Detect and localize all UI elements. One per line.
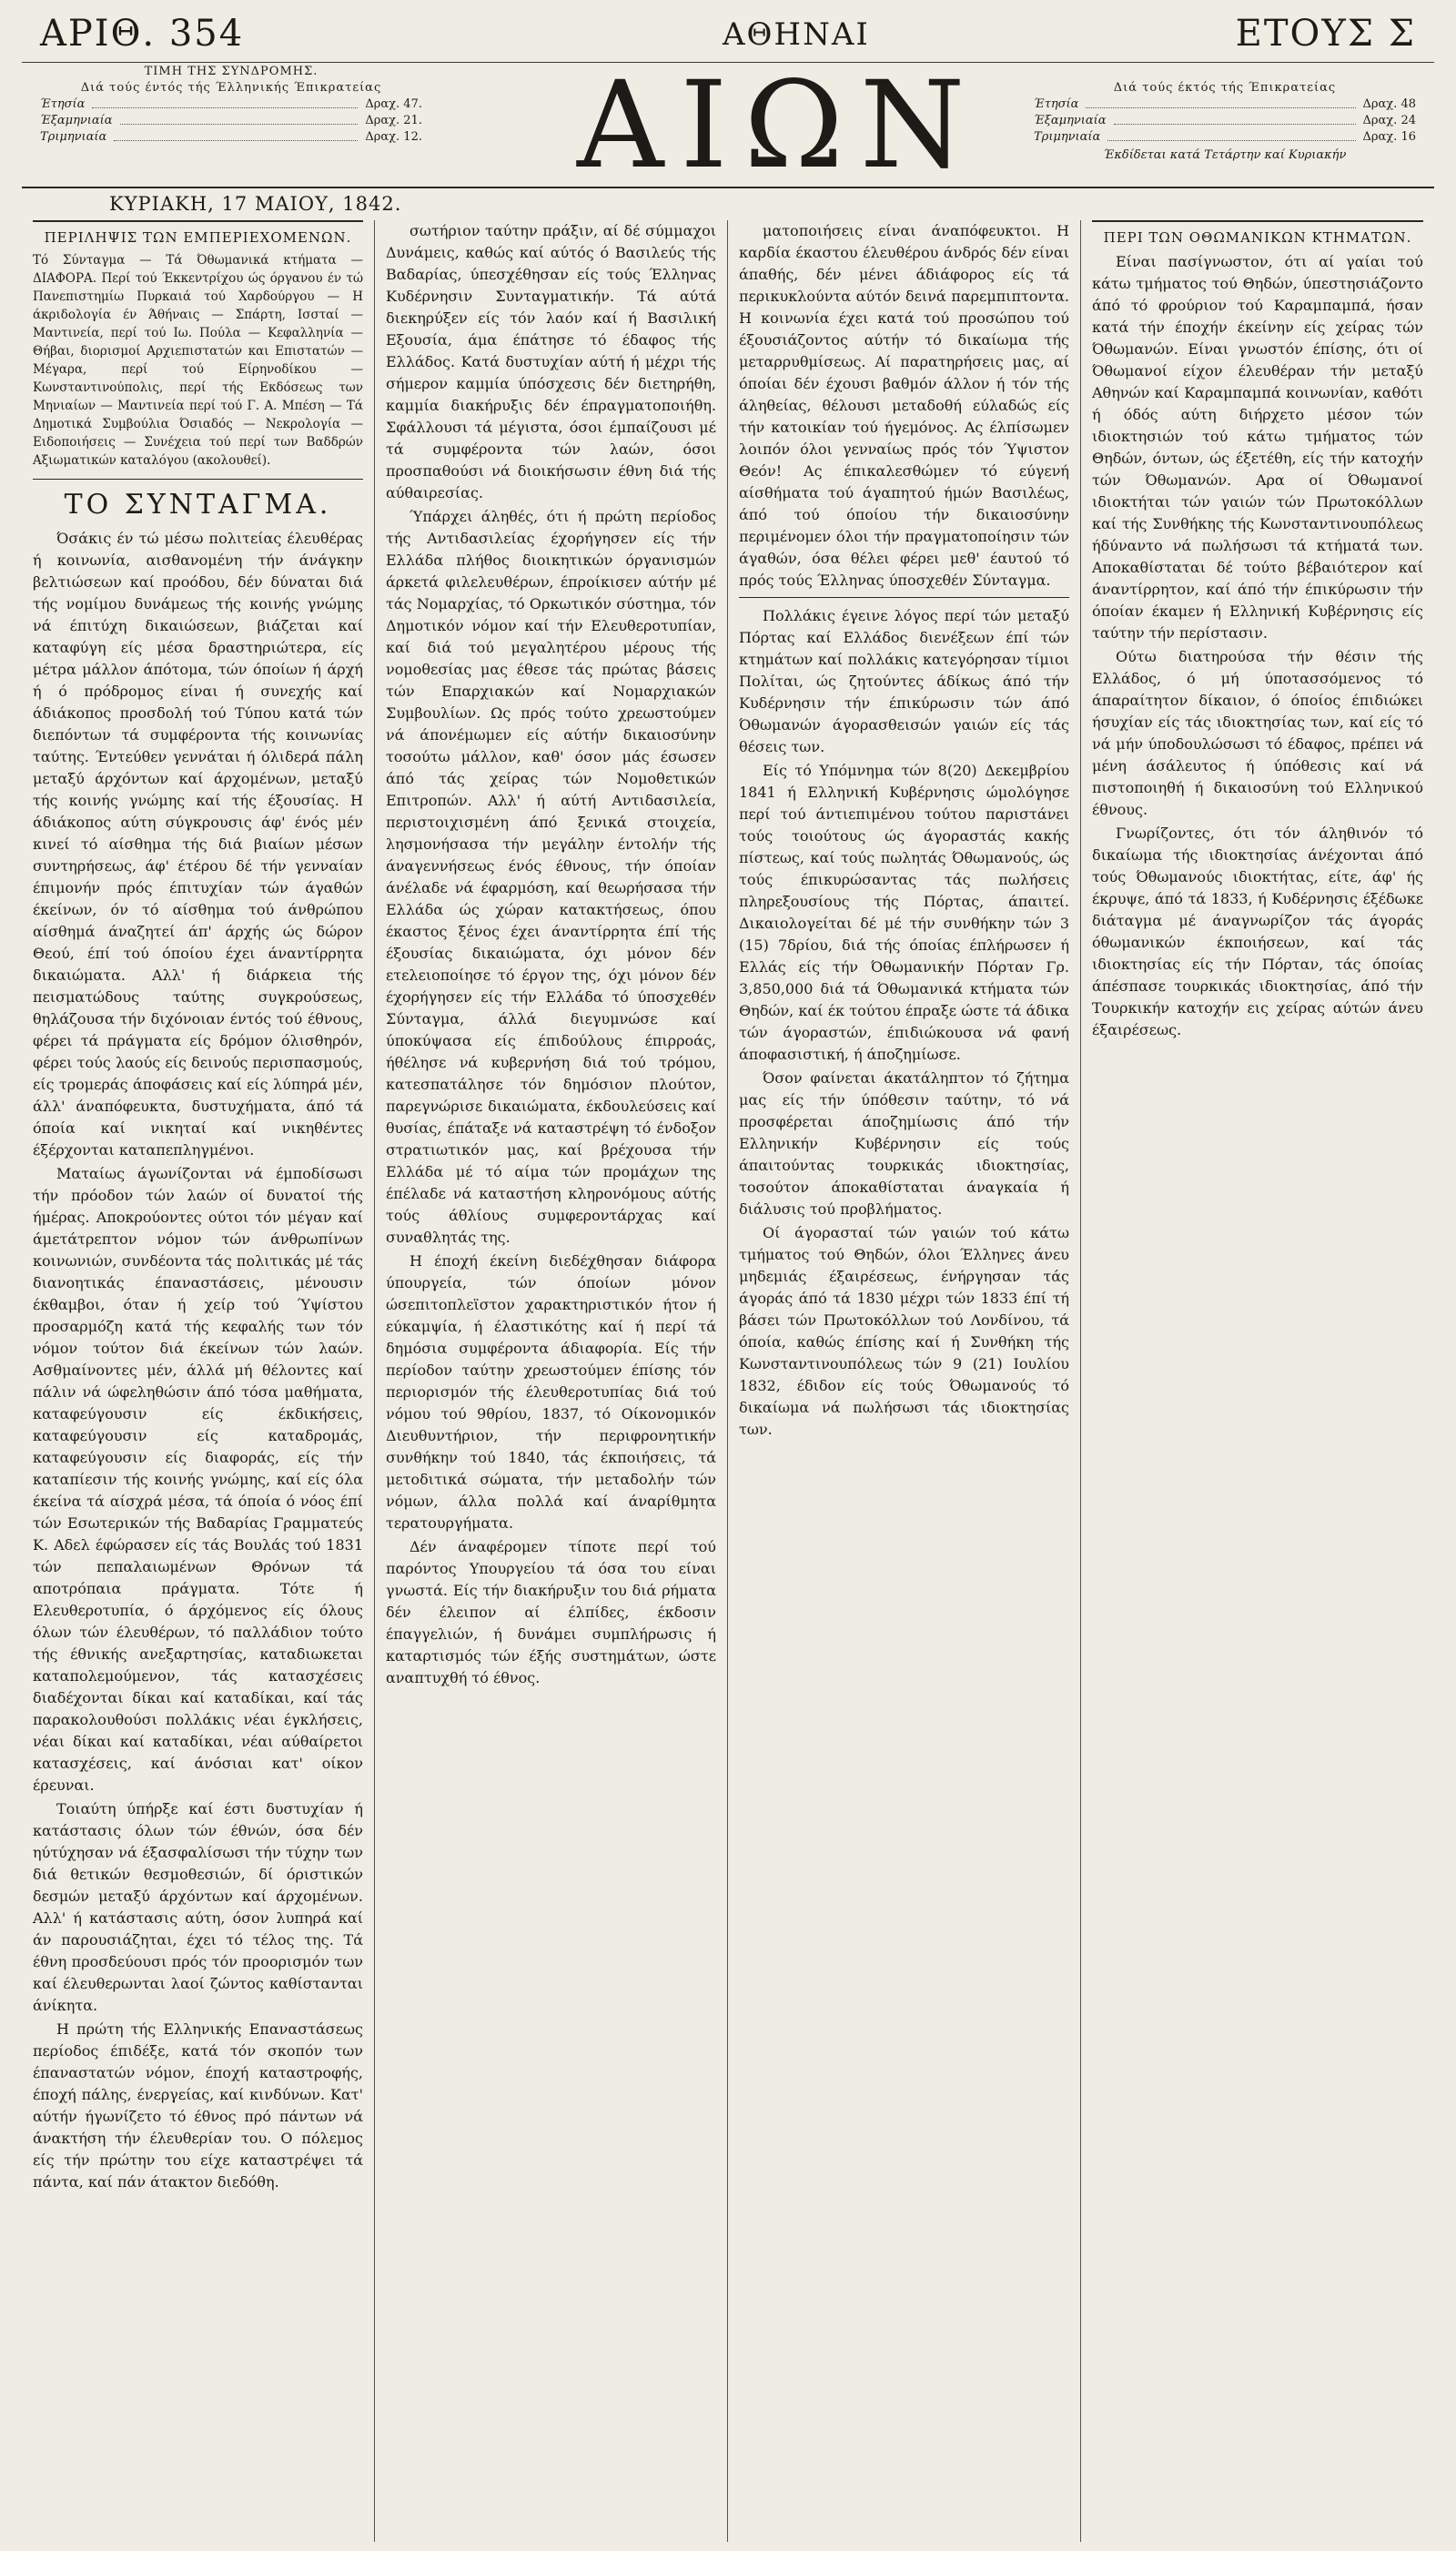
contents-summary: Τό Σύνταγμα — Τά Όθωμανικά κτήματα — ΔΙΑΦΟΡΑ. Περί τού Έκκεντρίχου ώς όργανου έν τώ Πανεπιστημίω Πυρκαιά τού Χαρδούργου — Η άκριδολογία έν Άθήναις — Σπάρτη, Ισσταί — Μαντινεία, περί τού Ιω. Πούλα — Κεφαλληνία — Θήβαι, διορισμοί Αρχιεπιστατών και Επιστατών — Μέγαρα, περί τού Είρηνοδίκου — Κωνσταντινούπολις, περί τής Εκδόσεως των Μηνιαίων — Μαντινεία περί τού Γ. Α. Μπέση — Τά Δημοτικά Συμβούλια Όσιαδός — Νεκρολογία — Ειδοποιήσεις — Συνέχεια τού περί των Βαδδρών Αξιωματικών καταλόγου (ακολουθεί). — [33, 253, 363, 468]
article-paragraph: Πολλάκις έγεινε λόγος περί τών μεταξύ Πόρτας καί Ελλάδος διενέξεων έπί τών κτημάτων καί πολλάκις κατεγόρησαν τίμιοι Πολίται, ώς ζητούντες άδίκως άπό τήν Κυδέρνησιν τήν έπικύρωσιν τών άπό Όθωμανών άγορασθεισών γαιών είς τάς θέσεις των. — [739, 607, 1069, 755]
article-paragraph: Ύπάρχει άληθές, ότι ή πρώτη περίοδος τής Αντιδασιλείας έχορήγησεν είς τήν Ελλάδα πλήθος διοικητικών όργανισμών άρκετά φιλελευθέρων, έπροίκισεν αύτήν μέ τάς Νομαρχίας, τό Ορκωτικόν σύστημα, τόν Δημοτικόν νόμον καί τήν Ελευθεροτυπίαν, καί διά τού μεγαλητέρου μέρους τής νομοθεσίας μας έθεσε τάς πρώτας βάσεις τών Επαρχιακών καί Νομαρχιακών Συμβουλίων. Ως πρός τούτο χρεωστούμεν νά άπονέμωμεν είς αύτήν δικαιοσύνην τοσούτω μάλλον, καθ' όσον μάς έσωσεν άπό τάς χείρας τών Νομοθετικών Επιτροπών. Αλλ' ή αύτή Αντιδασιλεία, περιστοιχισμένη άπό ξενικά στοιχεία, λησμονήσασα τήν μεγάλην έντολήν τής άναγεννήσεως ένός έθνους, τήν όποίαν άνέλαδε νά έφαρμόση, καί θεωρήσασα τήν Ελλάδα ώς χώραν κατακτήσεως, όπου έκαστος ξένος έχει άναντίρρητα έπί τής έξουσίας δικαιώματα, όχι μόνον δέν ετελειοποίησε τό έργον της, όχι μόνον δέν έχορήγησεν είς τήν Ελλάδα τό ύποσχεθέν Σύνταγμα, άλλά διεγυμνώσε καί ύποκύψασα είς έπιδούλους έπιρροάς, ήθέλησε νά κυβερνήση διά τού τρόμου, κατεσπατάλησε τόν δημόσιον πλούτον, παρεγνώρισε δικαιώματα, έκδουλεύσεις καί θυσίας, έπάταξε νά καταστρέψη τό ένδοξον στρατιωτικόν μας, καί βρέχουσα τήν Ελλάδα μέ τό αίμα τών προμάχων της έπέλαδε νά καταστήση κληρονόμους αύτής τούς άθλίους συμφεροντάρχας καί συναθλητάς της. — [386, 508, 716, 1246]
divider — [33, 479, 363, 480]
article-paragraph: Δέν άναφέρομεν τίποτε περί τού παρόντος Υπουργείου τά όσα του είναι γνωστά. Είς τήν διακήρυξιν του διά ρήματα δέν έλειπον αί έλπίδες, έκδοσιν έπαγγελιών, ή δυνάμει συμπλήρωσις ή καταρτισμός τών έξής συστημάτων, ώστε αναπτυχθή τό έθνος. — [386, 1538, 716, 1686]
masthead — [22, 0, 1434, 196]
issue-date: ΚΥΡΙΑΚΗ, 17 ΜΑΙΟΥ, 1842. — [109, 193, 402, 215]
article-paragraph: ματοποιήσεις είναι άναπόφευκτοι. Η καρδία έκαστου έλευθέρου άνδρός δέν είναι άπαθής, δέν μένει άδιάφορος είς τά περικυκλούντα αύτόν δεινά παρεμπιπτοντα. Η κοινωνία έχει κατά τού προσώπου τού έξουσιάζοντος αύτήν τό δικαίωμα τής μεταρρυθμίσεως. Αί παρατηρήσεις μας, αί όποίαι δέν έχουσι βαθμόν άλλον ή τόν τής άληθείας, θέλουσι μεταδοθή εύλαδώς είς τήν κατοικίαν τού ήγεμόνος. Ας έλπίσωμεν λοιπόν όλοι γενναίως πρός τόν Ύψιστον Θεόν! Ας έπικαλεσθώμεν τό εύγενή αίσθήματα τού άγαπητού ήμών Βασιλέως, άπό τού όποίου τήν δικαιοσύνην περιμένομεν όλοι τήν πραγματοποίησιν τών άγαθών, όσα θέλει φέρει μεθ' έαυτού τό πρός τούς Έλληνας ύποσχεθέν Σύνταγμα. — [739, 222, 1069, 589]
article-headline: ΤΟ ΣΥΝΤΑΓΜΑ. — [64, 489, 332, 521]
article-paragraph: Ούτω διατηρούσα τήν θέσιν τής Ελλάδος, ό μή ύποτασσόμενος τό άπαραίτητον δίκαιον, ό όποίος έπιδιώκει ήσυχίαν είς τάς ιδιοκτησίας των, καί είς τό νά μήν ύποδουλώσωσι τό έδαφος, πρέπει νά μένη άσάλευτος ή ύπόθεσις καί νά πιστοποιηθή ή δικαιοσύνη τού Ελληνικού έθνους. — [1092, 648, 1423, 818]
subscription-row: Έτησία Δραχ. 47. — [40, 97, 422, 111]
subscription-box-domestic — [40, 64, 422, 146]
divider — [739, 597, 1069, 598]
article-paragraph: Γνωρίζοντες, ότι τόν άληθινόν τό δικαίωμα τής ιδιοκτησίας άνέχονται άπό τούς Όθωμανούς ιδιοκτήτας, είτε, άφ' ής έκρυψε, άπό τά 1833, ή Κυδέρνησις έξέδωκε διάταγμα μέ άναγνωρίζον τάς άγοράς όθωμανικών έκποιήσεων, καί τάς ιδιοκτησίας είς τήν Πόρταν, τάς όποίας άπέσπασε τουρκικάς ιδιοκτησίας, άπό τήν Τουρκικήν κατοχήν εις χείρας αύτών άνευ έξαιρέσεως. — [1092, 825, 1423, 1038]
contents-heading: ΠΕΡΙΛΗΨΙΣ ΤΩΝ ΕΜΠΕΡΙΕΧΟΜΕΝΩΝ. — [33, 220, 363, 246]
subscription-row: Έτησία Δραχ. 48 — [1034, 97, 1416, 111]
article-paragraph: Η πρώτη τής Ελληνικής Επαναστάσεως περίοδος έπιδέξε, κατά τόν σκοπόν των έπαναστατών νόμον, έποχή καταστροφής, έποχή πάλης, ένεργείας, καί κινδύνων. Κατ' αύτήν ήγωνίζετο τό έθνος πρό πάντων νά άνακτήση τήν έλευθερίαν του. Ο πόλεμος είς τήν πρώτην του είχε καταστρέψει τά πάντα, καί πάν άτακτον διεδόθη. — [33, 2020, 363, 2191]
subscription-row: Τριμηνιαία Δραχ. 12. — [40, 130, 422, 144]
subscription-row: Έξαμηνιαία Δραχ. 21. — [40, 114, 422, 127]
column-2 — [375, 220, 728, 2542]
subscription-heading: ΤΙΜΗ ΤΗΣ ΣΥΝΔΡΟΜΗΣ. — [144, 65, 318, 78]
article-paragraph: Όσον φαίνεται άκατάληπτον τό ζήτημα μας είς τήν ύπόθεσιν ταύτην, τό νά προσφέρεται άποζημίωσις άπό τήν Ελληνικήν Κυβέρνησιν είς τούς άπαιτούντας τουρκικάς ιδιοκτησίας, τοσούτον άποκαθίσταται άναγκαία ή διάλυσις τού προβλήματος. — [739, 1069, 1069, 1218]
article-paragraph: σωτήριον ταύτην πράξιν, αί δέ σύμμαχοι Δυνάμεις, καθώς καί αύτός ό Βασιλεύς τής Βαδαρίας, ύπεσχέθησαν είς τούς Έλληνας Κυδέρνησιν Συνταγματικήν. Τά αύτά διεκηρύξεν είς τόν λαόν καί ή Βασιλική Εξουσία, άμα έπάτησε τό έδαφος τής Ελλάδος. Κατά δυστυχίαν αύτή ή μέχρι τής σήμερον καμμία ύπόσχεσις δέν διετηρήθη, καμμία διακήρυξις δέν έπραγματοποιήθη. Σφάλλουσι τά μέγιστα, όσοι έμπαίζουσι μέ τά συμφέροντα τών λαών, όσοι προσπαθούσι νά διοικήσωσιν έθνη διά τής αύθαιρεσίας. — [386, 222, 716, 501]
article-paragraph: Τοιαύτη ύπήρξε καί έστι δυστυχίαν ή κατάστασις όλων τών έθνών, όσα δέν ηύτύχησαν νά έξασφαλίσωσι τήν τύχην των διά θετικών θεσμοθεσιών, δί όριστικών δεσμών μεταξύ άρχόντων καί άρχομένων. Αλλ' ή κατάστασις αύτη, όσον λυπηρά καί άν παρουσιάζηται, έχει τό τέλος της. Τά έθνη προσδεύουσι πρός τόν προορισμόν των καί έλευθερωνται λαοί ζώντος καθίστανται άνίκητα. — [33, 1800, 363, 2014]
article-headline: ΠΕΡΙ ΤΩΝ ΟΘΩΜΑΝΙΚΩΝ ΚΤΗΜΑΤΩΝ. — [1092, 220, 1423, 246]
article-paragraph: Οί άγορασταί τών γαιών τού κάτω τμήματος τού Θηδών, όλοι Έλληνες άνευ μηδεμιάς έξαιρέσεως, ένήργησαν τάς άγοράς άπό τά 1830 μέχρι τών 1833 έπί τή βάσει τών Πρωτοκόλλων τού Λονδίνου, τά όποία, καθώς έπίσης καί ή Συνθήκη τής Κωνσταντινουπόλεως τών 9 (21) Ιουλίου 1832, έδιδον είς τούς Όθωμανούς τό δικαίωμα νά πωλήσωσι τάς ιδιοκτησίας των. — [739, 1224, 1069, 1438]
article-paragraph: Όσάκις έν τώ μέσω πολιτείας έλευθέρας ή κοινωνία, αισθανομένη τήν άνάγκην βελτιώσεων καί προόδου, δέν δύναται διά τής νομίμου δυνάμεως τής κοινής γνώμης νά έπιτύχη δικαιώσεων, βιάζεται καί καταφύγη είς μέσα δραστηριώτερα, είς μέτρα μάλλον άπότομα, τών όποίων ή άρχή ή ό πρόδρομος είναι ή συνεχής καί άδιάκοπος προσδολή τού Τύπου κατά τών διεπόντων τά συμφέροντα τής κοινωνίας ταύτης. Έντεύθεν γεννάται ή όλιδερά πάλη μεταξύ άρχόντων καί άρχομένων, μεταξύ τής κοινής γνώμης καί τής έξουσίας. Η άδιάκοπος αύτη σύγκρουσις άφ' ένός μέν κινεί τό αίσθημα τής διά βιαίων μέσων συντηρήσεως, άφ' έτέρου δέ τήν γενναίαν έπιμονήν πρός έπιτυχίαν τών άγαθών έκείνων, όν τό αίσθημα τού άνθρώπου αίσθημά άναζητεί άπ' άρχής ώς δώρον Θεού, έπί τού όποίου έχει άναντίρρητα δικαιώματα. Αλλ' ή διάρκεια τής πεισματώδους ταύτης συγκρούσεως, θηλάζουσα τήν διχόνοιαν έντός τού έθνους, φέρει τά πράγματα είς δρόμον όλισθηρόν, φέρει τούς λαούς είς δεινούς περισπασμούς, είς τρομεράς άποφάσεις καί είς λύπηρά μέν, άλλ' άναπόφευκτα, δυστυχήματα, άπό τά όποία καί νικηταί καί νικηθέντες έξέρχονται καταπεπληγμένοι. — [33, 530, 363, 1159]
article-columns — [22, 220, 1434, 2542]
subscription-row: Έξαμηνιαία Δραχ. 24 — [1034, 114, 1416, 127]
subscription-subheading: Διά τούς έντός τής Έλληνικής Έπικρατείας — [80, 81, 382, 95]
subscription-subheading: Διά τούς έκτός τής Έπικρατείας — [1113, 81, 1337, 95]
article-paragraph: Ματαίως άγωνίζονται νά έμποδίσωσι τήν πρόοδον τών λαών οί δυνατοί τής ήμέρας. Αποκρούοντες ούτοι τόν μέγαν καί άμετάτρεπτον νόμον τών άνθρωπίνων κοινωνιών, συνδέοντα τάς πολιτικάς μέ τάς διανοητικάς έπαναστάσεις, μένουσιν έκθαμβοι, όταν ή χείρ τού Ύψίστου προσαρμόζη κατά τής κεφαλής των τόν νόμον τούτον διά έκείνων τών λαών. Ασθμαίνοντες μέν, άλλά μή θέλοντες καί πάλιν νά ώφεληθώσιν άπό τόσα μαθήματα, καταφεύγουσιν είς έκδικήσεις, καταφεύγουσιν είς καταδρομάς, καταφεύγουσιν είς διαφοράς, είς τήν καταπίεσιν τής κοινής γνώμης, καί είς όλα έκείνα τά αίσχρά μέσα, τά όποία ό νόος έπί τών Εσωτερικών τής Βαδαρίας Γραμματεύς Κ. Αδελ έφώρασεν είς τάς Βουλάς τού 1831 τών πεπαλαιωμένων Θρόνων τά αποτρόπαια πράγματα. Τότε ή Ελευθεροτυπία, ό άρχόμενος είς όλους όλων τών έλευθέρων, τό παλλάδιον τούτο τής έθνικής ανεξαρτησίας, καταδιωκεται καταπολεμούμενον, τάς κατασχέσεις διαδέχονται δίκαι καί καταδίκαι, καί τάς παρακολουθούσι πολλάκις νέαι έγκλήσεις, νέαι δίκαι καί καταδίκαι, νέαι αύθαίρετοι κατασχέσεις, καί άνόσιαι κατ' οίκον έρευναι. — [33, 1165, 363, 1794]
article-paragraph: Είναι πασίγνωστον, ότι αί γαίαι τού κάτω τμήματος τού Θηδών, ύπεστησιάζοντο άπό τό φρούριον τού Καραμπαμπά, ήσαν κατά τήν έποχήν έκείνην είς χείρας τών Όθωμανών. Είναι γνωστόν έπίσης, ότι οί Όθωμανοί είχον έλευθέραν τήν μεταξύ Αθηνών καί Καραμπαμπά κοινωνίαν, καθότι ή όδός αύτη διήρχετο μέσον τών ιδιοκτησιών τού κάτω τμήματος τών Θηδών, όντων, ώς έξετέθη, είς τήν κατοχήν τών Όθωμανών. Αρα οί Όθωμανοί ιδιοκτήται τών γαιών τών Πρωτοκόλλων καί τής Συνθήκης τής Κωνσταντινουπόλεως ήδύναντο νά πωλήσωσι τά κτήματά των. Αποκαθίσταται δέ τούτο βέβαιότερον καί άναντίρρητον, καί άπό τήν έπικύρωσιν τήν όποίαν έκαμεν ή Ελληνική Κυβέρνησις είς ταύτην τήν περίστασιν. — [1092, 253, 1423, 642]
article-paragraph: Η έποχή έκείνη διεδέχθησαν διάφορα ύπουργεία, τών όποίων μόνον ώσεπιτοπλεϊστον χαρακτηριστικόν ήτον ή εύκαμψία, ή έλαστικότης καί ή περί τά δημόσια συμφέροντα άδιαφορία. Είς τήν περίοδον ταύτην χρεωστούμεν έπίσης τόν περιορισμόν τής έλευθεροτυπίας διά τού νόμου τού 9θρίου, 1837, τό Οίκονομικόν Διευθυντήριον, τήν περιφρονητικήν συνθήκην τού 1840, τάς έκποιήσεις, τά μετοδιτικά σώματα, τήν μεταδολήν τών νόμων, άλλα πολλά καί άναρίθμητα τερατουργήματα. — [386, 1252, 716, 1532]
subscription-row: Τριμηνιαία Δραχ. 16 — [1034, 130, 1416, 144]
publication-schedule: Έκδίδεται κατά Τετάρτην καί Κυριακήν — [1103, 148, 1347, 162]
column-4 — [1081, 220, 1434, 2542]
subscription-box-foreign — [1034, 80, 1416, 164]
column-1 — [22, 220, 375, 2542]
year-label: ΕΤΟΥΣ Σ — [1235, 13, 1416, 55]
newspaper-title: ΑΙΩΝ — [577, 56, 982, 196]
article-paragraph: Είς τό Υπόμνημα τών 8(20) Δεκεμβρίου 1841 ή Ελληνική Κυβέρνησις ώμολόγησε περί τού άντιεπιμένου τούτου παριστάνει τούς τοιούτους ώς άγοραστάς κακής πίστεως, καί τούς πωλητάς Όθωμανούς, ώς τούς έπικυρώσαντας τάς πωλήσεις πληρεξουσίους τής Πόρτας, άπαιτεί. Δικαιολογείται δέ μέ τήν συνθήκην τών 3 (15) 7δρίου, διά τής όποίας έπλήρωσεν ή Ελλάς είς τήν Όθωμανικήν Πόρταν Γρ. 3,850,000 διά τά Όθωμανικά κτήματα τών Θηδών, καί έκ τούτου έπραξε ώστε τά άδικα τών άγοραστών, έπιδιώκουσα νά φανή άποφασιστική, ή άποζημίωσε. — [739, 762, 1069, 1063]
city-name: ΑΘΗΝΑΙ — [723, 16, 870, 53]
issue-number: ΑΡΙΘ. 354 — [40, 13, 245, 55]
column-3 — [728, 220, 1081, 2542]
